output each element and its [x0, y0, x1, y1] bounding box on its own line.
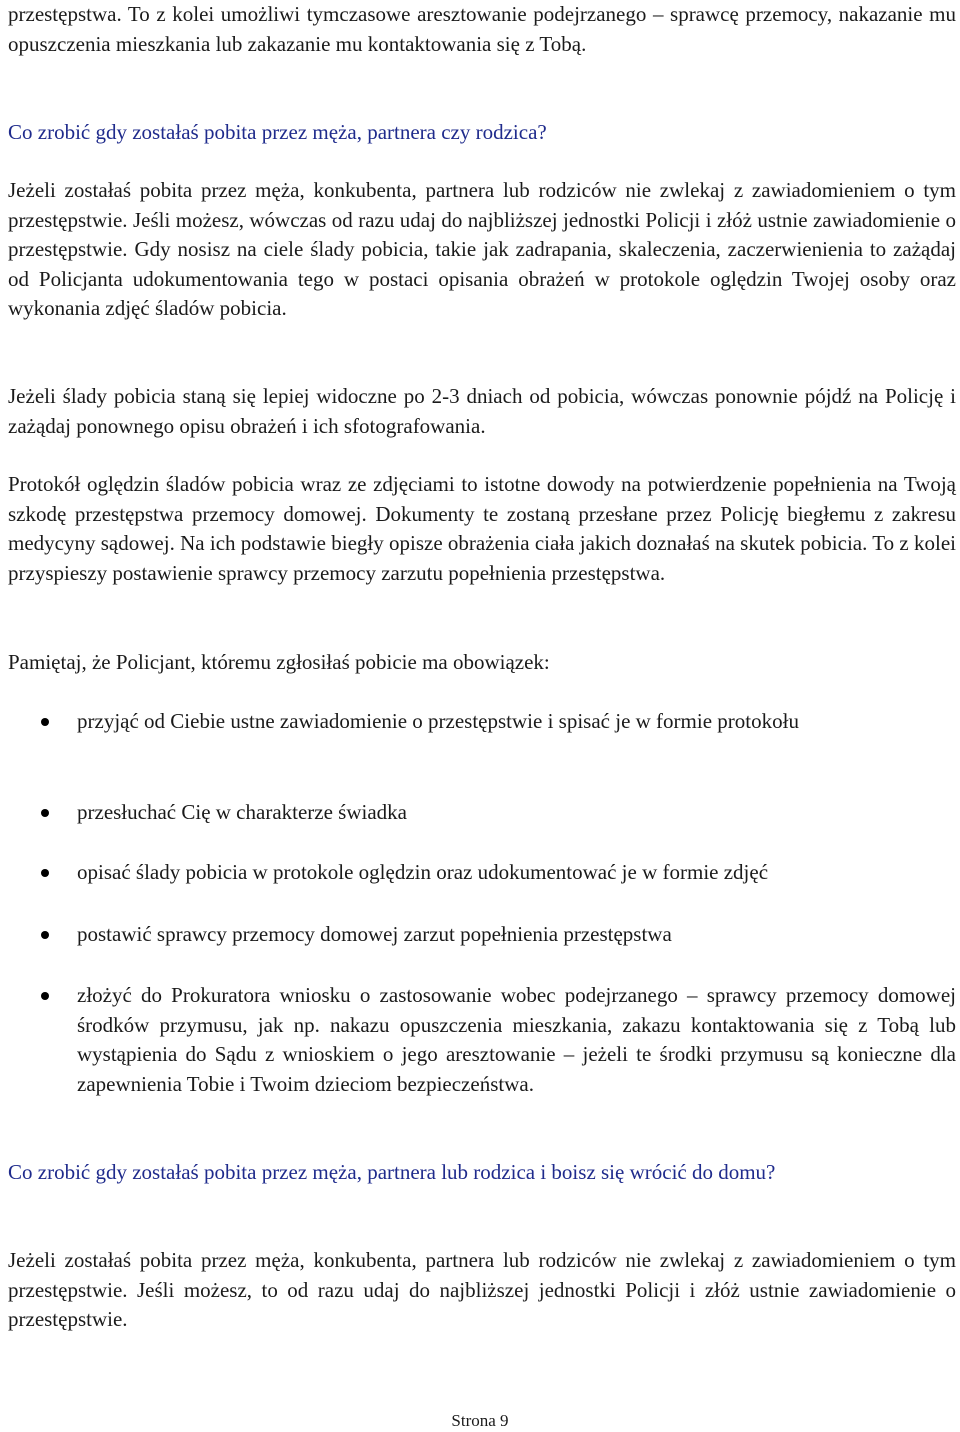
- paragraph-protocol: [8, 470, 956, 588]
- bullet-icon: [41, 931, 49, 939]
- list-item-text: złożyć do Prokuratora wniosku o zastosowanie wobec podejrzanego – sprawcy przemocy domowej środków przymusu, jak np. nakazu opuszczenia mieszkania, zakazu kontaktowania się z Tobą lub wystąpienia do Sądu z wnioskiem o jego aresztowanie – jeżeli te środki przymusu są konieczne dla zapewnienia Tobie i Twoim dzieciom bezpieczeństwa.: [77, 983, 956, 1096]
- paragraph-text: przestępstwa. To z kolei umożliwi tymczasowe aresztowanie podejrzanego – sprawcę przemocy, nakazanie mu opuszczenia mieszkania lub zakazanie mu kontaktowania się z Tobą.: [8, 2, 956, 56]
- heading-beaten: [8, 118, 956, 148]
- paragraph-intro: [8, 0, 956, 59]
- page-number: Strona 9: [451, 1411, 509, 1430]
- paragraph-report: [8, 176, 956, 324]
- section-heading: Co zrobić gdy zostałaś pobita przez męża, partnera czy rodzica?: [8, 120, 547, 144]
- list-item: [8, 981, 956, 1099]
- list-item-text: postawić sprawcy przemocy domowej zarzut popełnienia przestępstwa: [77, 922, 672, 946]
- paragraph-text: Protokół oględzin śladów pobicia wraz ze zdjęciami to istotne dowody na potwierdzenie popełnienia na Twoją szkodę przestępstwa przemocy domowej. Dokumenty te zostaną przesłane przez Policję biegłemu z zakresu medycyny sądowej. Na ich podstawie biegły opisze obrażenia ciała jakich doznałaś na skutek pobicia. To z kolei przyspieszy postawienie sprawcy przemocy zarzutu popełnienia przestępstwa.: [8, 472, 956, 585]
- list-item-text: przyjąć od Ciebie ustne zawiadomienie o przestępstwie i spisać je w formie protokołu: [77, 709, 799, 733]
- paragraph-visible-traces: [8, 382, 956, 441]
- bullet-icon: [41, 869, 49, 877]
- bullet-icon: [41, 992, 49, 1000]
- list-item: [8, 798, 956, 828]
- paragraph-text: Jeżeli zostałaś pobita przez męża, konkubenta, partnera lub rodziców nie zwlekaj z zawiadomieniem o tym przestępstwie. Jeśli możesz, wówczas od razu udaj do najbliższej jednostki Policji i złóż ustnie zawiadomienie o przestępstwie. Gdy nosisz na ciele ślady pobicia, takie jak zadrapania, skaleczenia, zaczerwienienia to zażądaj od Policjanta udokumentowania tego w postaci opisania obrażeń w protokole oględzin Twojej osoby oraz wykonania zdjęć śladów pobicia.: [8, 178, 956, 320]
- bullet-icon: [41, 718, 49, 726]
- paragraph-obligations-intro: [8, 648, 956, 678]
- list-item: [8, 707, 956, 737]
- list-item-text: przesłuchać Cię w charakterze świadka: [77, 800, 407, 824]
- paragraph-report-2: [8, 1246, 956, 1335]
- list-item: [8, 858, 956, 888]
- list-item: [8, 920, 956, 950]
- list-item-text: opisać ślady pobicia w protokole oględzin oraz udokumentować je w formie zdjęć: [77, 860, 769, 884]
- paragraph-text: Pamiętaj, że Policjant, któremu zgłosiłaś pobicie ma obowiązek:: [8, 650, 550, 674]
- heading-afraid: [8, 1158, 956, 1188]
- paragraph-text: Jeżeli ślady pobicia staną się lepiej widoczne po 2-3 dniach od pobicia, wówczas ponownie pójdź na Policję i zażądaj ponownego opisu obrażeń i ich sfotografowania.: [8, 384, 956, 438]
- paragraph-text: Jeżeli zostałaś pobita przez męża, konkubenta, partnera lub rodziców nie zwlekaj z zawiadomieniem o tym przestępstwie. Jeśli możesz, to od razu udaj do najbliższej jednostki Policji i złóż ustnie zawiadomienie o przestępstwie.: [8, 1248, 956, 1331]
- section-heading: Co zrobić gdy zostałaś pobita przez męża, partnera lub rodzica i boisz się wrócić do domu?: [8, 1160, 776, 1184]
- bullet-icon: [41, 809, 49, 817]
